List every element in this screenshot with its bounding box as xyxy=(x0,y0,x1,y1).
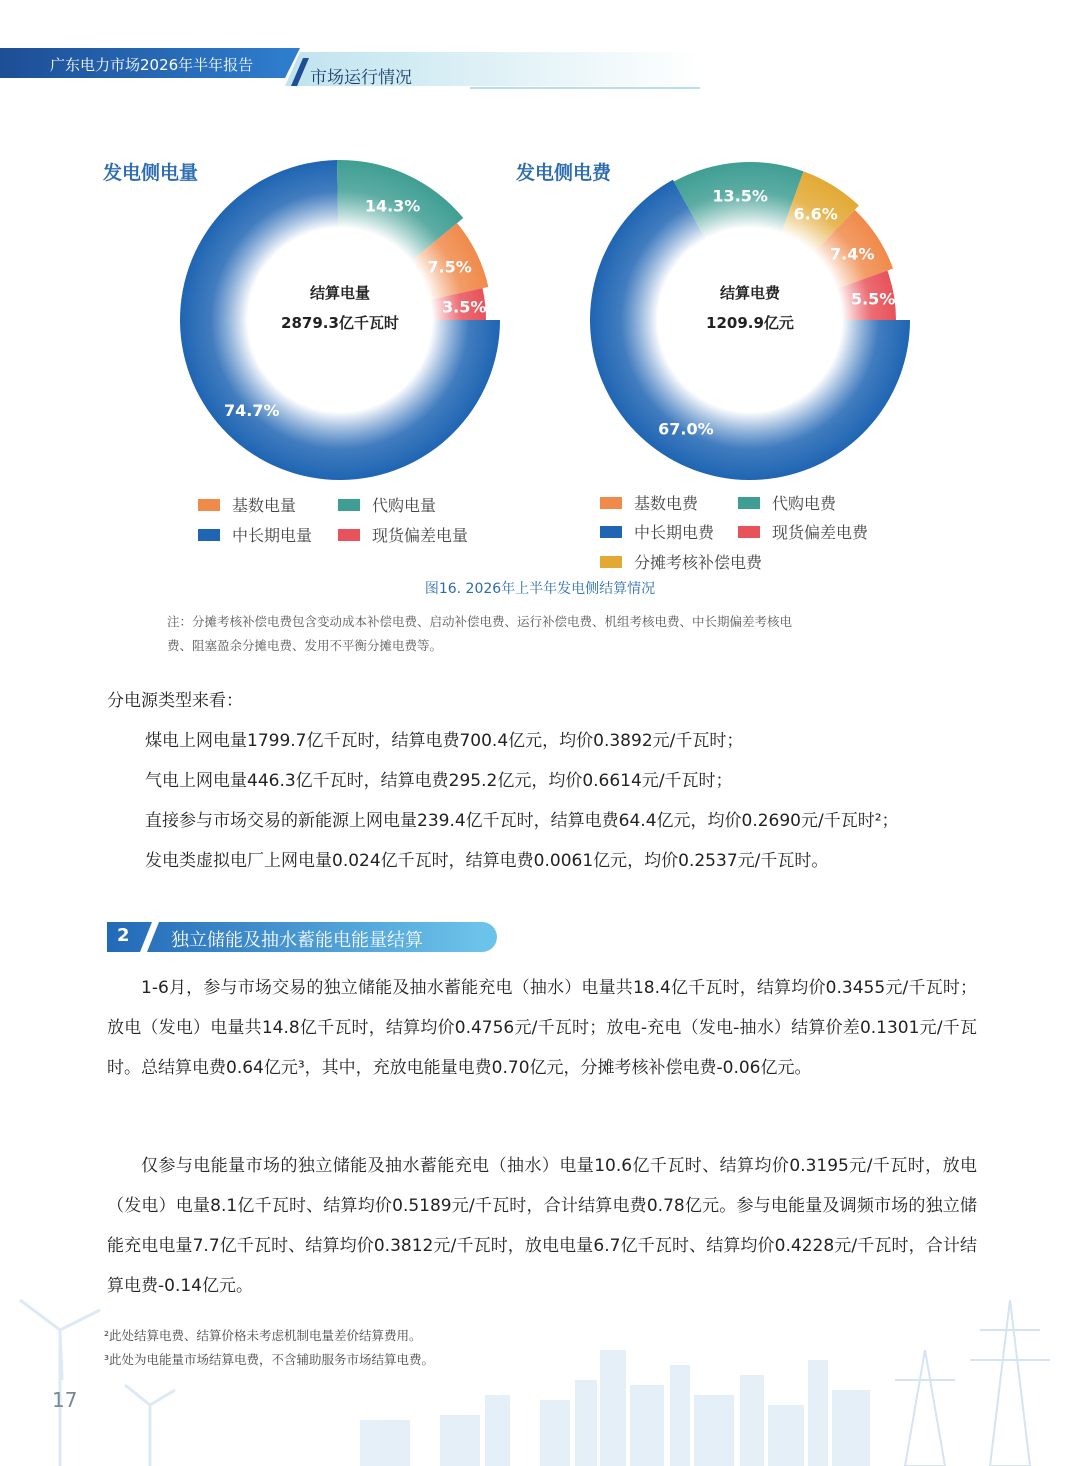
right-donut-chart xyxy=(580,155,920,485)
figure-caption: 图16. 2026年上半年发电侧结算情况 xyxy=(424,581,656,597)
legend-swatch xyxy=(600,526,622,538)
legend-swatch xyxy=(198,529,220,541)
page-number: 17 xyxy=(52,1388,78,1412)
legend-swatch xyxy=(738,497,760,509)
legend-item-proxy-fee xyxy=(738,491,836,514)
legend-swatch xyxy=(600,556,622,568)
figure-note xyxy=(167,610,927,658)
slice-label: 5.5% xyxy=(850,289,896,309)
legend-label: 现货偏差电费 xyxy=(772,523,869,542)
skyline-decoration xyxy=(0,1290,1080,1466)
report-title: 广东电力市场2026年半年报告 xyxy=(50,56,254,74)
legend-item-base-volume xyxy=(198,493,296,516)
donut-center-label: 结算电费 xyxy=(719,284,781,302)
legend-swatch xyxy=(738,526,760,538)
footnote-3: ³此处为电能量市场结算电费，不含辅助服务市场结算电费。 xyxy=(104,1352,435,1367)
legend-item-spot-volume xyxy=(338,523,468,546)
body-line-renewable: 直接参与市场交易的新能源上网电量239.4亿千瓦时，结算电费64.4亿元，均价0.2690元/千瓦时²； xyxy=(145,811,899,831)
page-header xyxy=(0,0,1080,100)
right-chart-title: 发电侧电费 xyxy=(516,162,612,184)
slice-label: 3.5% xyxy=(442,297,487,317)
section-number: 2 xyxy=(117,925,130,946)
donut-center-label: 结算电量 xyxy=(309,284,371,302)
legend-label: 现货偏差电量 xyxy=(372,526,469,545)
legend-item-longterm-volume xyxy=(198,523,312,546)
slice-label: 67.0% xyxy=(658,419,714,439)
legend-item-spot-fee xyxy=(738,520,868,543)
section-2-paragraph-2: 仅参与电能量市场的独立储能及抽水蓄能充电（抽水）电量10.6亿千瓦时、结算均价0.3195元/千瓦时，放电（发电）电量8.1亿千瓦时、结算均价0.5189元/千瓦时，合计结算电费0.78亿元。参与电能量及调频市场的独立储能充电电量7.7亿千瓦时、结算均价0.3812元/千瓦时，放电电量6.7亿千瓦时、结算均价0.4228元/千瓦时，合计结算电费-0.14亿元。 xyxy=(107,1156,977,1296)
slice-label: 7.4% xyxy=(829,244,875,264)
legend-label: 代购电费 xyxy=(772,494,837,513)
legend-item-proxy-volume xyxy=(338,493,436,516)
section-heading: 独立储能及抽水蓄能电能量结算 xyxy=(171,930,423,951)
left-donut-chart xyxy=(170,155,510,485)
slice-label: 74.7% xyxy=(223,400,280,420)
legend-label: 中长期电量 xyxy=(232,526,313,545)
donut-center-value: 2879.3亿千瓦时 xyxy=(281,314,399,332)
legend-swatch xyxy=(338,529,360,541)
legend-swatch xyxy=(600,497,622,509)
slice-label: 14.3% xyxy=(364,196,421,216)
legend-label: 代购电量 xyxy=(372,496,437,515)
legend-label: 基数电量 xyxy=(232,496,297,515)
section-2-header xyxy=(107,922,497,952)
body-line-gas: 气电上网电量446.3亿千瓦时，结算电费295.2亿元，均价0.6614元/千瓦时； xyxy=(145,771,733,791)
legend-swatch xyxy=(338,499,360,511)
section-2-paragraph-1: 1-6月，参与市场交易的独立储能及抽水蓄能充电（抽水）电量共18.4亿千瓦时，结算均价0.3455元/千瓦时；放电（发电）电量共14.8亿千瓦时，结算均价0.4756元/千瓦时；放电-充电（发电-抽水）结算价差0.1301元/千瓦时。总结算电费0.64亿元³，其中，充放电能量电费0.70亿元，分摊考核补偿电费-0.06亿元。 xyxy=(107,978,977,1078)
header-banner xyxy=(0,0,1080,100)
body-intro: 分电源类型来看： xyxy=(107,691,243,711)
legend-item-base-fee xyxy=(600,491,698,514)
slice-label: 6.6% xyxy=(793,204,838,224)
body-line-coal: 煤电上网电量1799.7亿千瓦时，结算电费700.4亿元，均价0.3892元/千瓦时； xyxy=(145,731,744,751)
figure-note-line: 费、阻塞盈余分摊电费、发用不平衡分摊电费等。 xyxy=(167,638,443,653)
left-chart-title: 发电侧电量 xyxy=(103,162,199,184)
legend-item-compensation-fee xyxy=(600,550,762,573)
legend-item-longterm-fee xyxy=(600,520,714,543)
legend-label: 中长期电费 xyxy=(634,523,715,542)
footnote-2: ²此处结算电费、结算价格未考虑机制电量差价结算费用。 xyxy=(104,1328,422,1343)
figure-note-line: 注：分摊考核补偿电费包含变动成本补偿电费、启动补偿电费、运行补偿电费、机组考核电费、中长期偏差考核电 xyxy=(167,614,793,629)
slice-label: 7.5% xyxy=(427,257,472,277)
donut-center-value: 1209.9亿元 xyxy=(706,314,794,332)
legend-label: 分摊考核补偿电费 xyxy=(634,553,763,572)
legend-swatch xyxy=(198,499,220,511)
slice-label: 13.5% xyxy=(712,186,768,206)
legend-label: 基数电费 xyxy=(634,494,699,513)
body-line-vpp: 发电类虚拟电厂上网电量0.024亿千瓦时，结算电费0.0061亿元，均价0.2537元/千瓦时。 xyxy=(145,851,829,871)
section-title: 市场运行情况 xyxy=(310,68,412,88)
